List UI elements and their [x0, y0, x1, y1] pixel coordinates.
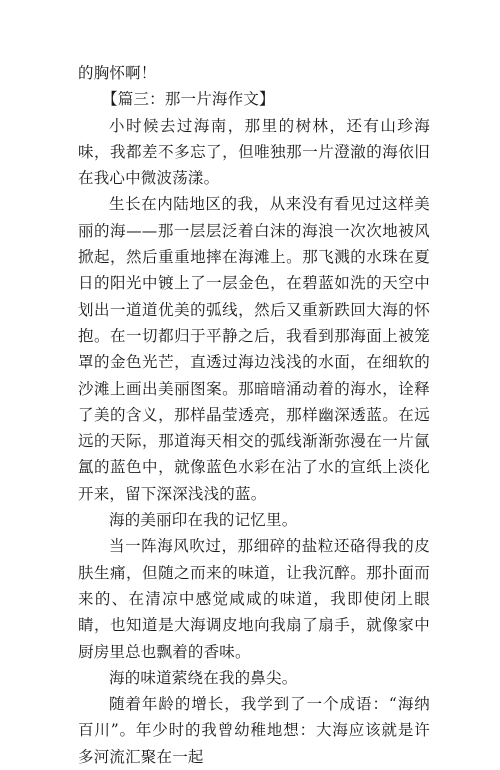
paragraph: 随着年龄的增长，我学到了一个成语：“海纳百川”。年少时的我曾幼稚地想：大海应该就是许多河流汇聚在一起: [78, 695, 430, 766]
paragraph-continued: 的胸怀啊！: [78, 64, 157, 82]
paragraph: 海的美丽印在我的记忆里。: [109, 511, 298, 530]
paragraph: 小时候去过海南，那里的树林，还有山珍海味，我都差不多忘了，但唯独那一片澄澈的海依旧在我心中微波荡漾。: [78, 116, 430, 188]
paragraph: 海的味道萦绕在我的鼻尖。: [109, 668, 298, 687]
article-body: [78, 60, 430, 770]
paragraph: 生长在内陆地区的我，从来没有看见过这样美丽的海——那一层层泛着白沫的海浪一次次地被风掀起，然后重重地摔在海滩上。那飞溅的水珠在夏日的阳光中镀上了一层金色，在碧蓝如洗的天空中划出一道道优美的弧线，然后又重新跌回大海的怀抱。在一切都归于平静之后，我看到那海面上被笼罩的金色光芒，直透过海边浅浅的水面，在细软的沙滩上画出美丽图案。那暗暗涌动着的海水，诠释了美的含义，那样晶莹透亮，那样幽深透蓝。在远远的天际，那道海天相交的弧线渐渐弥漫在一片氤氲的蓝色中，就像蓝色水彩在沾了水的宣纸上淡化开来，留下深深浅浅的蓝。: [78, 195, 430, 503]
paragraph: 当一阵海风吹过，那细碎的盐粒还硌得我的皮肤生痛，但随之而来的味道，让我沉醉。那扑面而来的、在清凉中感觉咸咸的味道，我即使闭上眼睛，也知道是大海调皮地向我扇了扇手，就像家中厨房里总也飘着的香味。: [78, 537, 430, 661]
section-heading: 【篇三：那一片海作文】: [102, 90, 275, 109]
